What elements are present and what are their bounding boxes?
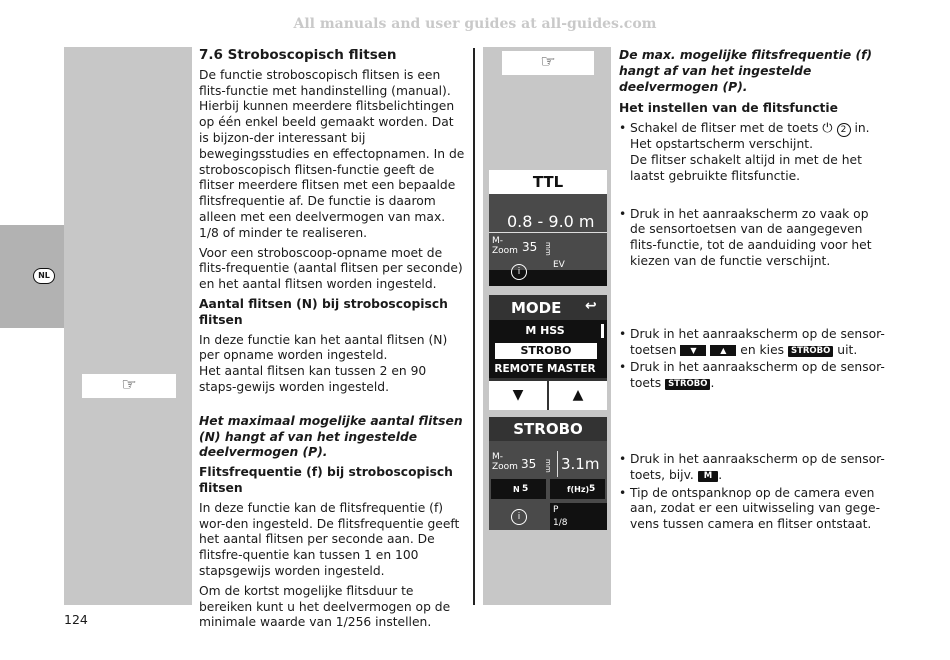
info-icon-strobo[interactable]: i — [511, 509, 527, 525]
mode-item-mhss[interactable]: M HSS — [525, 324, 565, 337]
m-key: M — [698, 471, 718, 482]
bullet-3-mid: en kies — [740, 342, 785, 357]
note-max-count: Het maximaal mogelijke aantal flitsen (N) hangt af van het ingestelde deelvermogen (P). — [199, 413, 463, 460]
paragraph-count-1: In deze functie kan het aantal flitsen (N) per opname worden ingesteld. — [199, 332, 448, 363]
bullet-touch-sensor — [619, 207, 887, 270]
strobo-title: STROBO — [489, 417, 607, 441]
screen-strobo — [489, 417, 607, 530]
strobo-mm-label: mm — [544, 459, 552, 473]
ttl-mm-label: mm — [544, 242, 552, 256]
up-arrow-icon: ▲ — [572, 387, 584, 403]
strobo-distance: 3.1m — [561, 455, 600, 473]
heading-setting: Het instellen van de flitsfunctie — [619, 101, 838, 116]
bullet-3-end: uit. — [837, 342, 858, 357]
strobo-mzoom-label: M- Zoom — [492, 452, 518, 472]
right-text-column — [619, 48, 887, 535]
strobo-p-label: P — [553, 505, 559, 515]
strobo-separator — [557, 451, 558, 477]
bullet-press-m — [619, 452, 887, 484]
mode-up-button[interactable] — [549, 381, 607, 410]
paragraph-count-2: Het aantal flitsen kan tussen 2 en 90 staps-gewijs worden ingesteld. — [199, 364, 427, 394]
bullet-2-text: Druk in het aanraakscherm zo vaak op de sensortoetsen van de aangegeven flits-functie, tot de aanduiding voor het kiezen van de functie verschijnt. — [630, 206, 872, 268]
bullet-1-end: in. — [854, 121, 870, 136]
bullet-choose-strobo — [619, 327, 887, 359]
ttl-zoom-value: 35 — [522, 240, 538, 254]
paragraph-duration: Om de kortst mogelijke flitsduur te bereiken kunt u het deelvermogen op de minimale waarde van 1/256 instellen. — [199, 583, 451, 630]
left-text-column — [199, 48, 467, 635]
note-max-frequency: De max. mogelijke flitsfrequentie (f) hangt af van het ingestelde deelvermogen (P). — [619, 48, 873, 94]
paragraph-frequency: In deze functie kan de flitsfrequentie (f) wor-den ingesteld. De flitsfrequentie geeft het aantal flitsen per seconde aan. De flitsfre-quentie kan tussen 1 en 100 stapsgewijs worden ingesteld. — [199, 500, 460, 578]
strobo-zoom-value: 35 — [521, 457, 537, 471]
column-divider — [473, 48, 475, 605]
page-number: 124 — [64, 612, 88, 627]
bullet-5-text: Druk in het aanraakscherm op de sensor-toets, bijv. — [630, 451, 885, 482]
bullet-4-text: Druk in het aanraakscherm op de sensor-toets — [630, 360, 885, 391]
bullet-3-text: Druk in het aanraakscherm op de sensor-toetsen — [630, 326, 885, 357]
mode-title: MODE — [511, 299, 562, 317]
ttl-bottom-bar — [489, 270, 607, 286]
back-arrow-icon[interactable]: ↩ — [585, 298, 597, 314]
paragraph-intro: De functie stroboscopisch flitsen is een flits-functie met handinstelling (manual). Hierbij kunnen meerdere flitsbelichtingen op één enkel beeld gemaakt worden. Dat is bijzon-der interessant bij bewegingsstudies en effectopnamen. In de stroboscopisch flitsen-functie geeft de flitser meerdere flitsen met een bepaalde flitsfrequentie af. De functie is daarom alleen met een deelvermogen van max. 1/8 of minder te realiseren. — [199, 67, 465, 240]
ttl-ev-label: EV — [553, 260, 565, 270]
paragraph-setup: Voor een stroboscoop-opname moet de flits-frequentie (aantal flitsen per seconde) en het aantal flitsen worden ingesteld. — [199, 245, 463, 292]
screen-mode — [489, 295, 607, 410]
left-margin-panel — [64, 47, 192, 605]
info-icon[interactable]: i — [511, 264, 527, 280]
up-key-icon: ▲ — [710, 345, 736, 356]
down-key-icon: ▼ — [680, 345, 706, 356]
bullet-press-strobo — [619, 360, 887, 392]
ttl-range: 0.8 - 9.0 m — [507, 212, 595, 231]
mode-scrollbar[interactable] — [601, 324, 604, 338]
bullet-5-end: . — [718, 467, 723, 482]
callout-number: 2 — [837, 123, 851, 137]
bullet-6-text: Tip de ontspanknop op de camera even aan, zodat er een uitwisseling van gege-vens tussen camera en flitser ontstaat. — [630, 485, 881, 532]
ttl-range-underline — [489, 232, 607, 233]
strobo-f-value: 5 — [589, 484, 596, 494]
strobo-n-label: N — [513, 485, 520, 494]
power-icon: ⏻ — [822, 121, 833, 137]
strobo-n-value: 5 — [522, 484, 529, 494]
bullet-4-end: . — [710, 376, 715, 391]
bullet-1-line2: Het opstartscherm verschijnt. — [630, 137, 813, 152]
pointing-hand-icon-2: ☞ — [502, 51, 594, 75]
strobo-f-label: f(Hz) — [567, 485, 590, 494]
heading-frequency: Flitsfrequentie (f) bij stroboscopisch flitsen — [199, 465, 453, 495]
ttl-mzoom-label: M- Zoom — [492, 236, 518, 256]
down-arrow-icon: ▼ — [512, 387, 524, 403]
bullet-1-text: Schakel de flitser met de toets — [630, 121, 819, 136]
bullet-power-on — [619, 121, 887, 184]
section-title: 7.6 Stroboscopisch flitsen — [199, 47, 397, 63]
screen-ttl — [489, 170, 607, 286]
strobo-p-value: 1/8 — [553, 518, 568, 528]
bullet-shutter — [619, 486, 887, 533]
strobo-key: STROBO — [788, 346, 833, 357]
mode-item-strobo[interactable]: STROBO — [494, 342, 598, 360]
heading-flash-count: Aantal flitsen (N) bij stroboscopisch flitsen — [199, 296, 448, 327]
mode-down-button[interactable] — [489, 381, 547, 410]
ttl-title: TTL — [489, 170, 607, 194]
watermark: All manuals and user guides at all-guides.com — [293, 16, 657, 32]
language-badge: NL — [33, 268, 55, 284]
bullet-1-line3: De flitser schakelt altijd in met de het laatst gebruikte flitsfunctie. — [630, 152, 862, 183]
strobo-key-2: STROBO — [665, 379, 710, 390]
pointing-hand-icon: ☞ — [82, 374, 176, 398]
mode-item-remote-master[interactable]: REMOTE MASTER — [494, 363, 596, 375]
